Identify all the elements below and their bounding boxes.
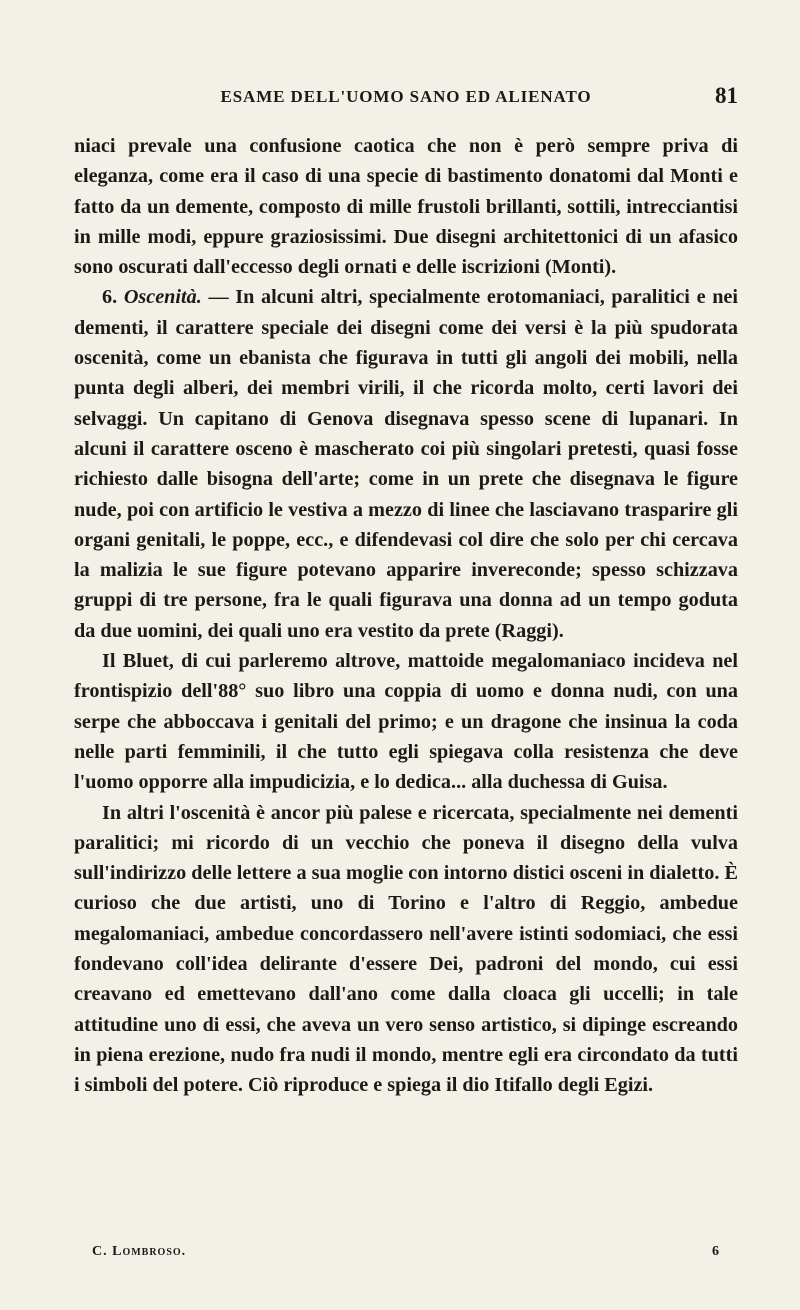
section-title: Oscenità. — [123, 286, 202, 309]
paragraph-text: — In alcuni altri, specialmente erotomaniaci, paralitici e nei dementi, il carattere speciale dei disegni come dei versi è la più spudorata oscenità, come un ebanista che figurava in tutti gli angoli dei mobili, nella punta degli alberi, dei membri virili, il che ricorda molto, certi lavori dei selvaggi. Un capitano di Genova disegnava spesso scene di lupanari. In alcuni il carattere osceno è mascherato coi più singolari pretesti, quasi fosse richiesto dalle bisogna dell'arte; come in un prete che disegnava le figure nude, poi con artificio le vestiva a mezzo di linee che lasciavano trasparire gli organi genitali, le poppe, ecc., e difendevasi col dire che solo per chi cercava la malizia le sue figure potevano apparire invereconde; spesso schizzava gruppi di tre persone, fra le quali figurava una donna ad un tempo goduta da due uomini, dei quali uno era vestito da prete (Raggi). — [74, 286, 738, 642]
paragraph — [74, 282, 738, 646]
running-title: ESAME DELL'UOMO SANO ED ALIENATO — [220, 87, 592, 106]
section-number: 6. — [102, 286, 118, 309]
body-text — [74, 131, 738, 1101]
paragraph-text: In altri l'oscenità è ancor più palese e ricercata, specialmente nei dementi paralitici; mi ricordo di un vecchio che poneva il disegno della vulva sull'indirizzo delle lettere a sua moglie con intorno distici osceni in dialetto. È curioso che due artisti, uno di Torino e l'altro di Reggio, ambedue megalomaniaci, ambedue concordassero nell'avere istinti sodomiaci, che essi fondevano coll'idea delirante d'essere Dei, padroni del mondo, cui essi creavano ed emettevano dall'ano come dalla cloaca gli uccelli; in tale attitudine uno di essi, che aveva un vero senso artistico, si dipinge escreando in piena erezione, nudo fra nudi il mondo, mentre egli era circondato da tutti i simboli del potere. Ciò riproduce e spiega il dio Itifallo degli Egizi. — [74, 801, 738, 1097]
footer-author: C. Lombroso. — [92, 1244, 187, 1259]
paragraph-text: niaci prevale una confusione caotica che non è però sempre priva di eleganza, come era il caso di una specie di bastimento donatomi dal Monti e fatto da un demente, composto di mille frustoli brillanti, sottili, intrecciantisi in mille modi, eppure graziosissimi. Due disegni architettonici di un afasico sono oscurati dall'eccesso degli ornati e delle iscrizioni (Monti). — [74, 135, 738, 279]
page-number: 81 — [715, 83, 738, 108]
page-footer — [92, 1244, 720, 1260]
paragraph — [74, 646, 738, 797]
paragraph — [74, 131, 738, 282]
paragraph — [74, 798, 738, 1101]
running-header — [74, 83, 738, 113]
signature-mark: 6 — [712, 1244, 720, 1259]
paragraph-text: Il Bluet, di cui parleremo altrove, mattoide megalomaniaco incideva nel frontispizio dell'88° suo libro una coppia di uomo e donna nudi, con una serpe che abboccava i genitali del primo; e un dragone che insinua la coda nelle parti femminili, il che tutto egli spiegava colla resistenza che deve l'uomo opporre alla impudicizia, e lo dedica... alla duchessa di Guisa. — [74, 650, 738, 794]
